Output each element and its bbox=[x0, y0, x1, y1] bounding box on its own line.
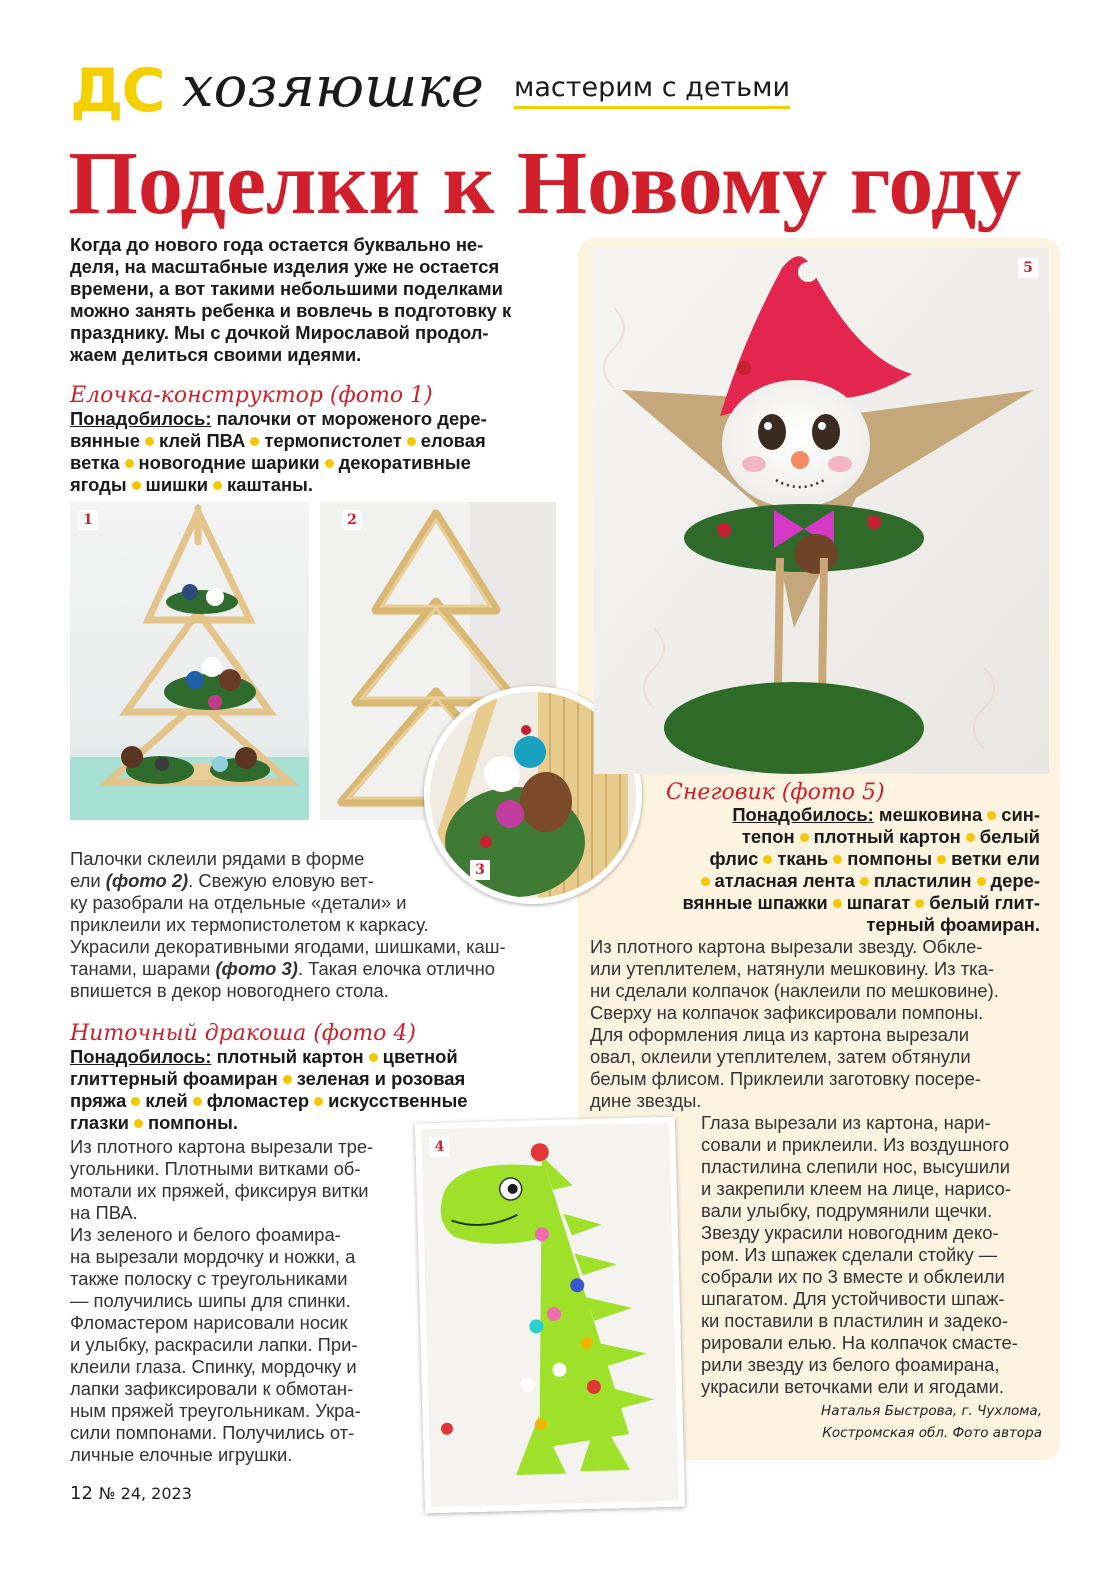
material-item: новогодние шарики bbox=[138, 452, 320, 473]
photo-tree-decorated bbox=[70, 502, 309, 820]
text-line: ром. Из шпажек сделали стойку — bbox=[701, 1244, 998, 1265]
material-item: плотный картон bbox=[813, 826, 961, 847]
bullet-dot-icon bbox=[407, 437, 416, 446]
bullet-dot-icon bbox=[937, 855, 946, 864]
materials-tree bbox=[70, 408, 560, 496]
text-line: украсили веточками ели и ягодами. bbox=[701, 1376, 1004, 1397]
section-heading-dragon: Ниточный дракоша (фото 4) bbox=[70, 1021, 416, 1046]
text-line: на ПВА. bbox=[70, 1202, 138, 1223]
text-line: — получились шипы для спинки. bbox=[70, 1290, 351, 1311]
material-item: дере- bbox=[990, 870, 1040, 891]
text-line: дине звезды. bbox=[590, 1090, 702, 1111]
materials-line bbox=[580, 804, 1040, 826]
materials-line bbox=[580, 892, 1040, 914]
material-item: пластилин bbox=[873, 870, 972, 891]
bullet-dot-icon bbox=[132, 481, 141, 490]
materials-line bbox=[70, 1090, 560, 1112]
material-item: зеленая и розовая bbox=[296, 1068, 466, 1089]
material-item: глазки bbox=[70, 1112, 129, 1133]
text-line: и закрепили клеем на лице, нарисо- bbox=[701, 1178, 1011, 1199]
materials-label: Понадобилось: bbox=[70, 408, 212, 429]
bullet-dot-icon bbox=[125, 459, 134, 468]
text-line: угольники. Плотными витками об- bbox=[70, 1158, 361, 1179]
material-item: термопистолет bbox=[264, 430, 402, 451]
text-line: также полоску с треугольниками bbox=[70, 1268, 348, 1289]
material-item: еловая bbox=[420, 430, 486, 451]
materials-line bbox=[580, 870, 1040, 892]
materials-line bbox=[70, 452, 560, 474]
issue-number: № 24, 2023 bbox=[98, 1484, 192, 1503]
bullet-dot-icon bbox=[213, 481, 222, 490]
material-item: цветной bbox=[382, 1046, 458, 1067]
materials-line bbox=[580, 914, 1040, 936]
text-line: и улыбку, раскрасили лапки. При- bbox=[70, 1334, 358, 1355]
material-item: белый глит- bbox=[929, 892, 1040, 913]
photo-dragon bbox=[415, 1117, 685, 1514]
material-item: палочки от мороженого дере- bbox=[216, 408, 487, 429]
text-line: празднику. Мы с дочкой Мирославой продол- bbox=[70, 322, 489, 343]
snowman-description-2 bbox=[701, 1112, 1049, 1398]
material-item: фломастер bbox=[206, 1090, 310, 1111]
text-line: Фломастером нарисовали носик bbox=[70, 1312, 348, 1333]
magazine-logo-word: хозяюшке bbox=[182, 55, 484, 120]
text-line: Когда до нового года остается буквально не- bbox=[70, 234, 484, 255]
bullet-dot-icon bbox=[701, 877, 710, 886]
bullet-dot-icon bbox=[833, 899, 842, 908]
text-line: жаем делиться своими идеями. bbox=[70, 344, 362, 365]
text-line: вали улыбку, подрумянили щечки. bbox=[701, 1200, 993, 1221]
text-line: шпагатом. Для устойчивости шпаж- bbox=[701, 1288, 1005, 1309]
text-line: на вырезали мордочку и ножки, а bbox=[70, 1246, 356, 1267]
material-item: атласная лента bbox=[714, 870, 855, 891]
lead-paragraph bbox=[70, 234, 556, 366]
text-line: собрали их по 3 вместе и обклеили bbox=[701, 1266, 1005, 1287]
text-line: деля, на масштабные изделия уже не остается bbox=[70, 256, 500, 277]
materials-label: Понадобилось: bbox=[70, 1046, 212, 1067]
text-line: Сверху на колпачок зафиксировали помпоны. bbox=[590, 1002, 984, 1023]
materials-line bbox=[70, 430, 560, 452]
bullet-dot-icon bbox=[250, 437, 259, 446]
page-number: 12 bbox=[70, 1483, 93, 1504]
material-item: плотный картон bbox=[216, 1046, 364, 1067]
text-line: овал, оклеили утеплителем, затем обтянули bbox=[590, 1046, 971, 1067]
dragon-description bbox=[70, 1136, 415, 1466]
bullet-dot-icon bbox=[915, 899, 924, 908]
materials-snowman bbox=[580, 804, 1040, 936]
magazine-logo: ДС bbox=[70, 56, 164, 126]
material-item: тепон bbox=[741, 826, 795, 847]
bullet-dot-icon bbox=[860, 877, 869, 886]
material-item: клей ПВА bbox=[158, 430, 246, 451]
snowman-description-1 bbox=[590, 936, 1050, 1112]
material-item: шишки bbox=[145, 474, 209, 495]
material-item: шпагат bbox=[846, 892, 911, 913]
material-item: мешковина bbox=[878, 804, 983, 825]
bullet-dot-icon bbox=[369, 1053, 378, 1062]
material-item: ветки ели bbox=[951, 848, 1040, 869]
text-line: ным пряжей треугольникам. Укра- bbox=[70, 1400, 361, 1421]
bullet-dot-icon bbox=[325, 459, 334, 468]
text-line: совали и приклеили. Из воздушного bbox=[701, 1134, 1010, 1155]
text-line: сили помпонами. Получились от- bbox=[70, 1422, 355, 1443]
photo-number-2: 2 bbox=[342, 510, 362, 530]
bullet-dot-icon bbox=[977, 877, 986, 886]
text-line: мотали их пряжей, фиксируя витки bbox=[70, 1180, 369, 1201]
material-item: клей bbox=[145, 1090, 188, 1111]
material-item: помпоны bbox=[847, 848, 933, 869]
materials-line bbox=[70, 1046, 560, 1068]
text-line: ни сделали колпачок (наклеили по мешковине). bbox=[590, 980, 999, 1001]
material-item: ягоды bbox=[70, 474, 127, 495]
photo-number-5: 5 bbox=[1018, 258, 1038, 278]
text-line: можно занять ребенка и вовлечь в подготовку к bbox=[70, 300, 512, 321]
bullet-dot-icon bbox=[833, 855, 842, 864]
bullet-dot-icon bbox=[763, 855, 772, 864]
material-item: флис bbox=[709, 848, 759, 869]
text-line: Глаза вырезали из картона, нари- bbox=[701, 1112, 991, 1133]
photo-number-4: 4 bbox=[429, 1137, 450, 1158]
material-item: син- bbox=[1001, 804, 1040, 825]
text-line: рили звезду из белого фоамирана, bbox=[701, 1354, 1000, 1375]
bullet-dot-icon bbox=[987, 811, 996, 820]
text-line: времени, а вот такими небольшими поделками bbox=[70, 278, 503, 299]
text-line: Для оформления лица из картона вырезали bbox=[590, 1024, 970, 1045]
text-line: личные елочные игрушки. bbox=[70, 1444, 293, 1465]
photo-number-3: 3 bbox=[470, 860, 490, 880]
page-footer bbox=[70, 1483, 192, 1504]
materials-line bbox=[580, 848, 1040, 870]
material-item: искусственные bbox=[328, 1090, 468, 1111]
photo-number-1: 1 bbox=[78, 510, 98, 530]
material-item: белый bbox=[979, 826, 1040, 847]
section-heading-tree: Елочка-конструктор (фото 1) bbox=[70, 383, 433, 408]
material-item: каштаны. bbox=[227, 474, 313, 495]
material-item: глиттерный фоамиран bbox=[70, 1068, 278, 1089]
text-line: ки поставили в пластилин и задеко- bbox=[701, 1310, 1008, 1331]
photo-snowman bbox=[594, 248, 1049, 774]
tree-description: Палочки склеили рядами в форме ели (фото 2). Свежую еловую вет- ку разобрали на отдельные «детали» и приклеили их термопистолетом к каркасу. Украсили декоративными ягодами, шишками, каш- танами, шарами (фото 3). Такая елочка отлично впишется в декор новогоднего стола. bbox=[70, 848, 506, 1001]
materials-line bbox=[580, 826, 1040, 848]
text-line: пластилина слепили нос, высушили bbox=[701, 1156, 1011, 1177]
bullet-dot-icon bbox=[966, 833, 975, 842]
material-item: ветка bbox=[70, 452, 120, 473]
material-item: терный фоамиран. bbox=[866, 914, 1040, 935]
materials-line bbox=[70, 474, 560, 496]
bullet-dot-icon bbox=[131, 1097, 140, 1106]
material-item: пряжа bbox=[70, 1090, 127, 1111]
bullet-dot-icon bbox=[314, 1097, 323, 1106]
materials-line bbox=[70, 1068, 560, 1090]
material-item: декоративные bbox=[338, 452, 471, 473]
bullet-dot-icon bbox=[145, 437, 154, 446]
text-line: лапки зафиксировали к обмотан- bbox=[70, 1378, 354, 1399]
text-line: рировали елью. На колпачок смасте- bbox=[701, 1332, 1018, 1353]
bullet-dot-icon bbox=[193, 1097, 202, 1106]
bullet-dot-icon bbox=[134, 1119, 143, 1128]
materials-line bbox=[70, 408, 560, 430]
author-credit: Наталья Быстрова, г. Чухлома, Костромская обл. Фото автора bbox=[821, 1403, 1042, 1441]
section-heading-snowman: Снеговик (фото 5) bbox=[666, 780, 885, 805]
text-line: Из зеленого и белого фоамира- bbox=[70, 1224, 341, 1245]
text-line: белым флисом. Приклеили заготовку посере- bbox=[590, 1068, 981, 1089]
text-line: клеили глаза. Спинку, мордочку и bbox=[70, 1356, 357, 1377]
rubric-label: мастерим с детьми bbox=[514, 72, 790, 109]
text-line: Из плотного картона вырезали тре- bbox=[70, 1136, 374, 1157]
material-item: вянные bbox=[70, 430, 140, 451]
bullet-dot-icon bbox=[283, 1075, 292, 1084]
page-title: Поделки к Новому году bbox=[68, 134, 1022, 233]
material-item: помпоны. bbox=[148, 1112, 238, 1133]
materials-label: Понадобилось: bbox=[732, 804, 874, 825]
text-line: или утеплителем, натянули мешковину. Из тка- bbox=[590, 958, 994, 979]
text-line: Звезду украсили новогодним деко- bbox=[701, 1222, 999, 1243]
bullet-dot-icon bbox=[800, 833, 809, 842]
text-line: Из плотного картона вырезали звезду. Обкле- bbox=[590, 936, 983, 957]
material-item: ткань bbox=[777, 848, 829, 869]
material-item: вянные шпажки bbox=[682, 892, 828, 913]
